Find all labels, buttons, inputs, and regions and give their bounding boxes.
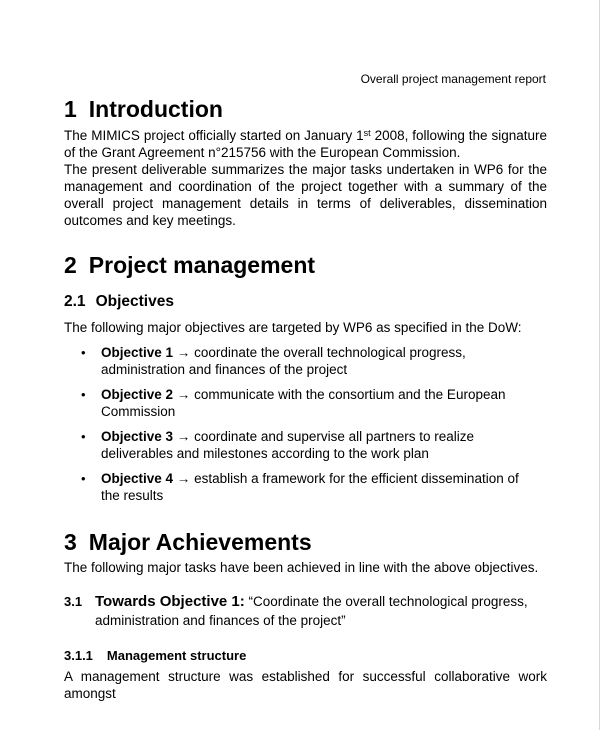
ordinal-superscript: st — [363, 128, 371, 138]
section-number: 1 — [64, 96, 77, 122]
objectives-list — [64, 344, 547, 512]
objective-label: Objective 4 — [101, 471, 174, 486]
bullet-icon: • — [81, 345, 86, 360]
arrow-icon: → — [173, 387, 195, 402]
objective-label: Objective 3 — [101, 429, 174, 444]
subsection-title: Management structure — [106, 648, 247, 663]
objective-text: establish a framework for the efficient dissemination of the results — [101, 471, 519, 503]
section-title: Major Achievements — [88, 529, 312, 555]
subsection-number: 3.1.1 — [64, 648, 93, 663]
objectives-intro: The following major objectives are targeted by WP6 as specified in the DoW: — [64, 320, 522, 335]
subsection-title: Towards Objective 1: — [95, 593, 245, 610]
subsection-3-1 — [64, 592, 547, 630]
intro-paragraph-2: The present deliverable summarizes the major tasks undertaken in WP6 for the management and coordination of the project together with a summary of the overall project management details in terms of deliverables, dissemination outcomes and key meetings. — [64, 162, 547, 228]
intro-paragraph-1 — [64, 127, 547, 161]
section-title: Introduction — [88, 96, 223, 122]
management-structure-paragraph: A management structure was established for successful collaborative work amongst — [64, 669, 547, 701]
section-number: 3 — [64, 529, 77, 555]
bullet-icon: • — [81, 471, 86, 486]
achievements-intro: The following major tasks have been achieved in line with the above objectives. — [64, 560, 539, 575]
arrow-icon: → — [173, 345, 195, 360]
running-header: Overall project management report — [360, 72, 546, 86]
subsection-2-1-heading — [64, 292, 174, 312]
arrow-icon: → — [173, 429, 195, 444]
subsection-title: Objectives — [95, 293, 174, 310]
intro-text-part: The MIMICS project officially started on January 1 — [64, 128, 364, 143]
objective-item — [64, 470, 547, 504]
subsection-text-continued: administration and finances of the project” — [95, 613, 346, 628]
objective-text: coordinate the overall technological progress, administration and finances of the project — [101, 345, 466, 377]
bullet-icon: • — [81, 429, 86, 444]
objective-label: Objective 1 — [101, 345, 174, 360]
objective-text: coordinate and supervise all partners to realize deliverables and milestones according to the work plan — [101, 429, 474, 461]
intro-text-part: 2008, following the signature of the Grant Agreement n°215756 with the European Commission. — [64, 128, 547, 160]
objective-item — [64, 428, 547, 462]
subsection-text: “Coordinate the overall technological progress, — [244, 594, 528, 609]
objective-item — [64, 344, 547, 378]
section-2-heading — [64, 251, 315, 279]
section-1-heading — [64, 95, 223, 123]
section-number: 2 — [64, 252, 77, 278]
bullet-icon: • — [81, 387, 86, 402]
objective-label: Objective 2 — [101, 387, 174, 402]
subsection-number: 3.1 — [64, 594, 83, 609]
subsection-number: 2.1 — [64, 293, 86, 310]
objective-item — [64, 386, 547, 420]
section-title: Project management — [88, 252, 316, 278]
section-3-heading — [64, 528, 312, 556]
subsection-3-1-1-heading — [64, 647, 246, 664]
arrow-icon: → — [173, 471, 195, 486]
objective-text: communicate with the consortium and the European Commission — [101, 387, 506, 419]
